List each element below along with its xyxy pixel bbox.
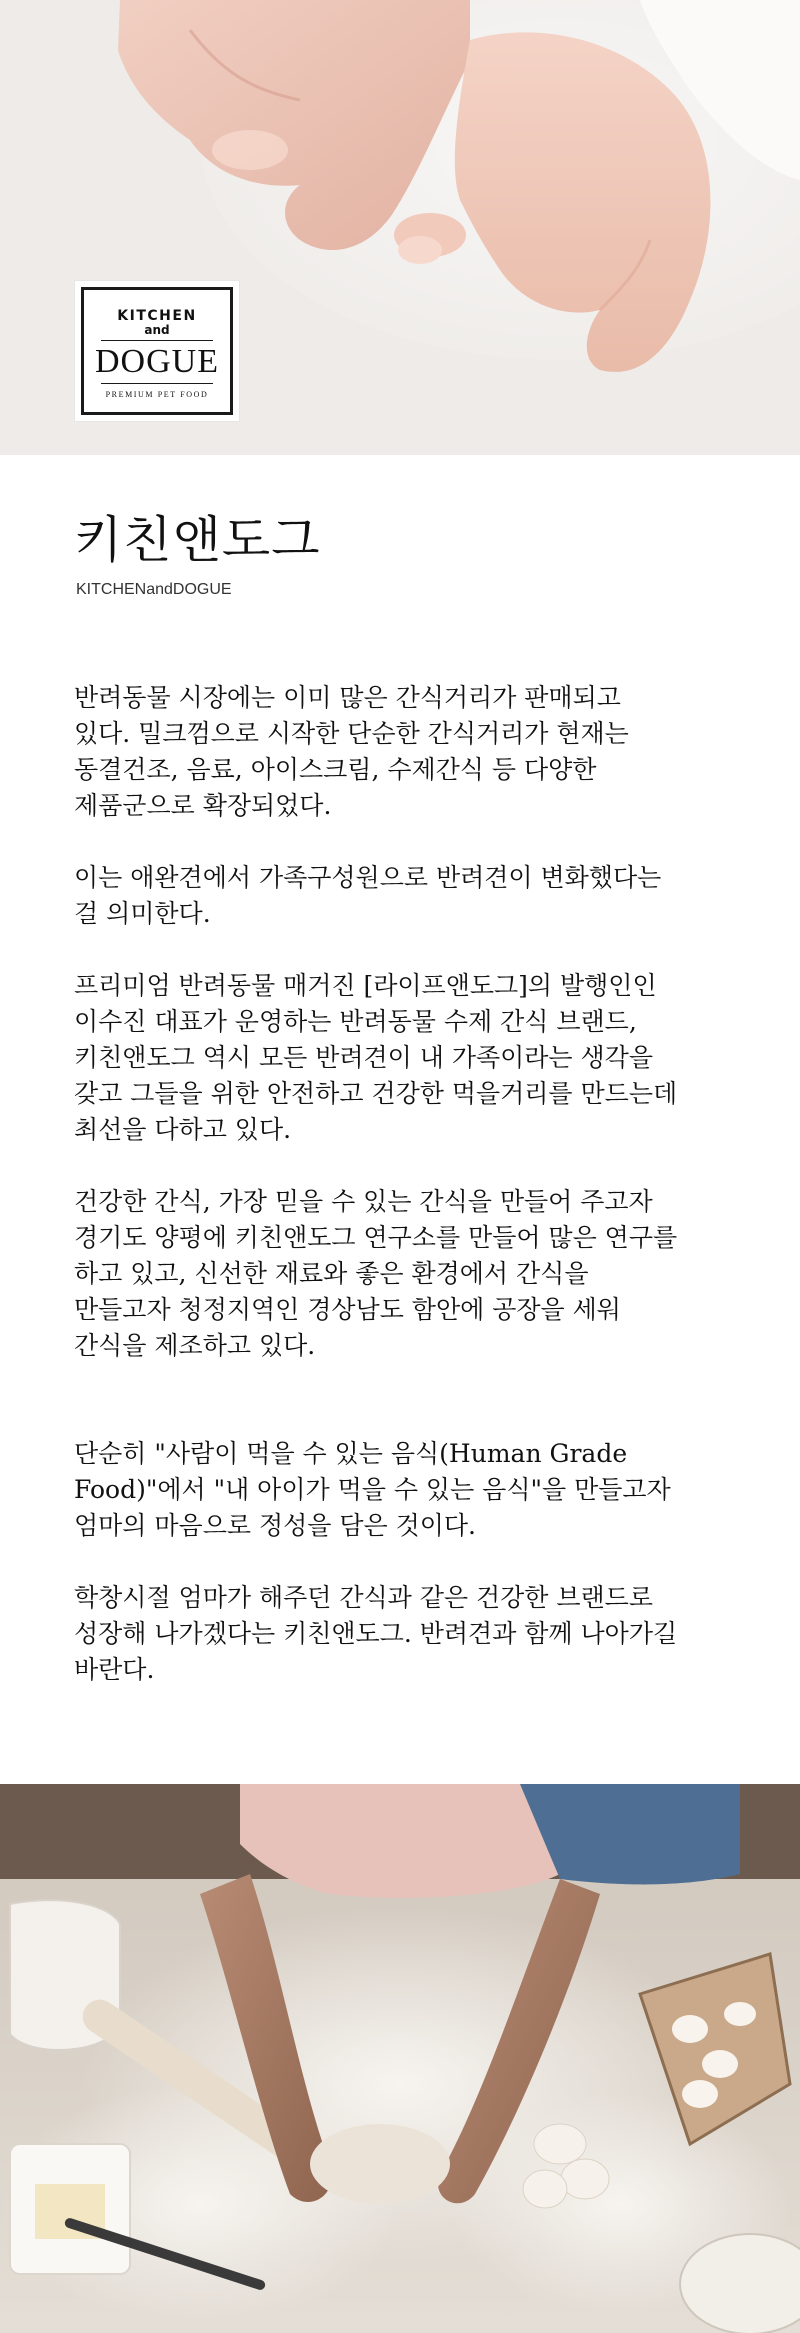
brand-logo xyxy=(74,280,240,422)
logo-frame xyxy=(81,287,233,415)
text-line: 바란다. xyxy=(74,1655,155,1684)
text-line: 최선을 다하고 있다. xyxy=(74,1115,292,1144)
paragraph-1 xyxy=(74,680,734,824)
text-line: 프리미엄 반려동물 매거진 [라이프앤도그]의 발행인인 xyxy=(74,971,657,1000)
baking-photo xyxy=(0,1784,800,2333)
text-line: 만들고자 청정지역인 경상남도 함안에 공장을 세워 xyxy=(74,1295,621,1324)
text-line: 성장해 나가겠다는 키친앤도그. 반려견과 함께 나아가길 xyxy=(74,1619,678,1648)
text-line: 단순히 "사람이 먹을 수 있는 음식(Human Grade xyxy=(74,1439,628,1468)
text-line: 학창시절 엄마가 해주던 간식과 같은 건강한 브랜드로 xyxy=(74,1583,653,1612)
spacer xyxy=(74,1544,734,1580)
text-line: 갖고 그들을 위한 안전하고 건강한 먹을거리를 만드는데 xyxy=(74,1079,678,1108)
text-line: 건강한 간식, 가장 믿을 수 있는 간식을 만들어 주고자 xyxy=(74,1187,653,1216)
logo-tagline: PREMIUM PET FOOD xyxy=(105,390,209,399)
page-subtitle: KITCHENandDOGUE xyxy=(76,581,232,598)
text-line: 간식을 제조하고 있다. xyxy=(74,1331,316,1360)
logo-divider-bottom xyxy=(101,383,213,384)
hero-image xyxy=(0,0,800,455)
paragraph-4 xyxy=(74,1184,734,1364)
text-line: 동결건조, 음료, 아이스크림, 수제간식 등 다양한 xyxy=(74,755,597,784)
text-line: 경기도 양평에 키친앤도그 연구소를 만들어 많은 연구를 xyxy=(74,1223,678,1252)
text-line: 이는 애완견에서 가족구성원으로 반려견이 변화했다는 xyxy=(74,863,662,892)
paragraph-6 xyxy=(74,1580,734,1688)
text-line: 이수진 대표가 운영하는 반려동물 수제 간식 브랜드, xyxy=(74,1007,637,1036)
text-line: 엄마의 마음으로 정성을 담은 것이다. xyxy=(74,1511,476,1540)
paragraph-5 xyxy=(74,1436,734,1544)
text-line: 키친앤도그 역시 모든 반려견이 내 가족이라는 생각을 xyxy=(74,1043,653,1072)
page-title: 키친앤도그 xyxy=(74,511,321,569)
logo-text-and: and xyxy=(144,323,170,337)
logo-divider-top xyxy=(101,340,213,341)
text-line: 하고 있고, 신선한 재료와 좋은 환경에서 간식을 xyxy=(74,1259,589,1288)
paragraph-2 xyxy=(74,860,734,932)
spacer xyxy=(74,824,734,860)
paragraph-3 xyxy=(74,968,734,1148)
article-body xyxy=(74,680,734,1688)
text-line: 걸 의미한다. xyxy=(74,899,211,928)
spacer xyxy=(74,1148,734,1184)
logo-text-kitchen: KITCHEN xyxy=(117,308,197,324)
spacer xyxy=(74,1364,734,1436)
text-line: 반려동물 시장에는 이미 많은 간식거리가 판매되고 xyxy=(74,683,621,712)
text-line: Food)"에서 "내 아이가 먹을 수 있는 음식"을 만들고자 xyxy=(74,1475,671,1504)
text-line: 제품군으로 확장되었다. xyxy=(74,791,332,820)
baking-image xyxy=(0,1784,800,2333)
spacer xyxy=(74,932,734,968)
logo-text-dogue: DOGUE xyxy=(95,343,219,380)
text-line: 있다. 밀크껌으로 시작한 단순한 간식거리가 현재는 xyxy=(74,719,629,748)
